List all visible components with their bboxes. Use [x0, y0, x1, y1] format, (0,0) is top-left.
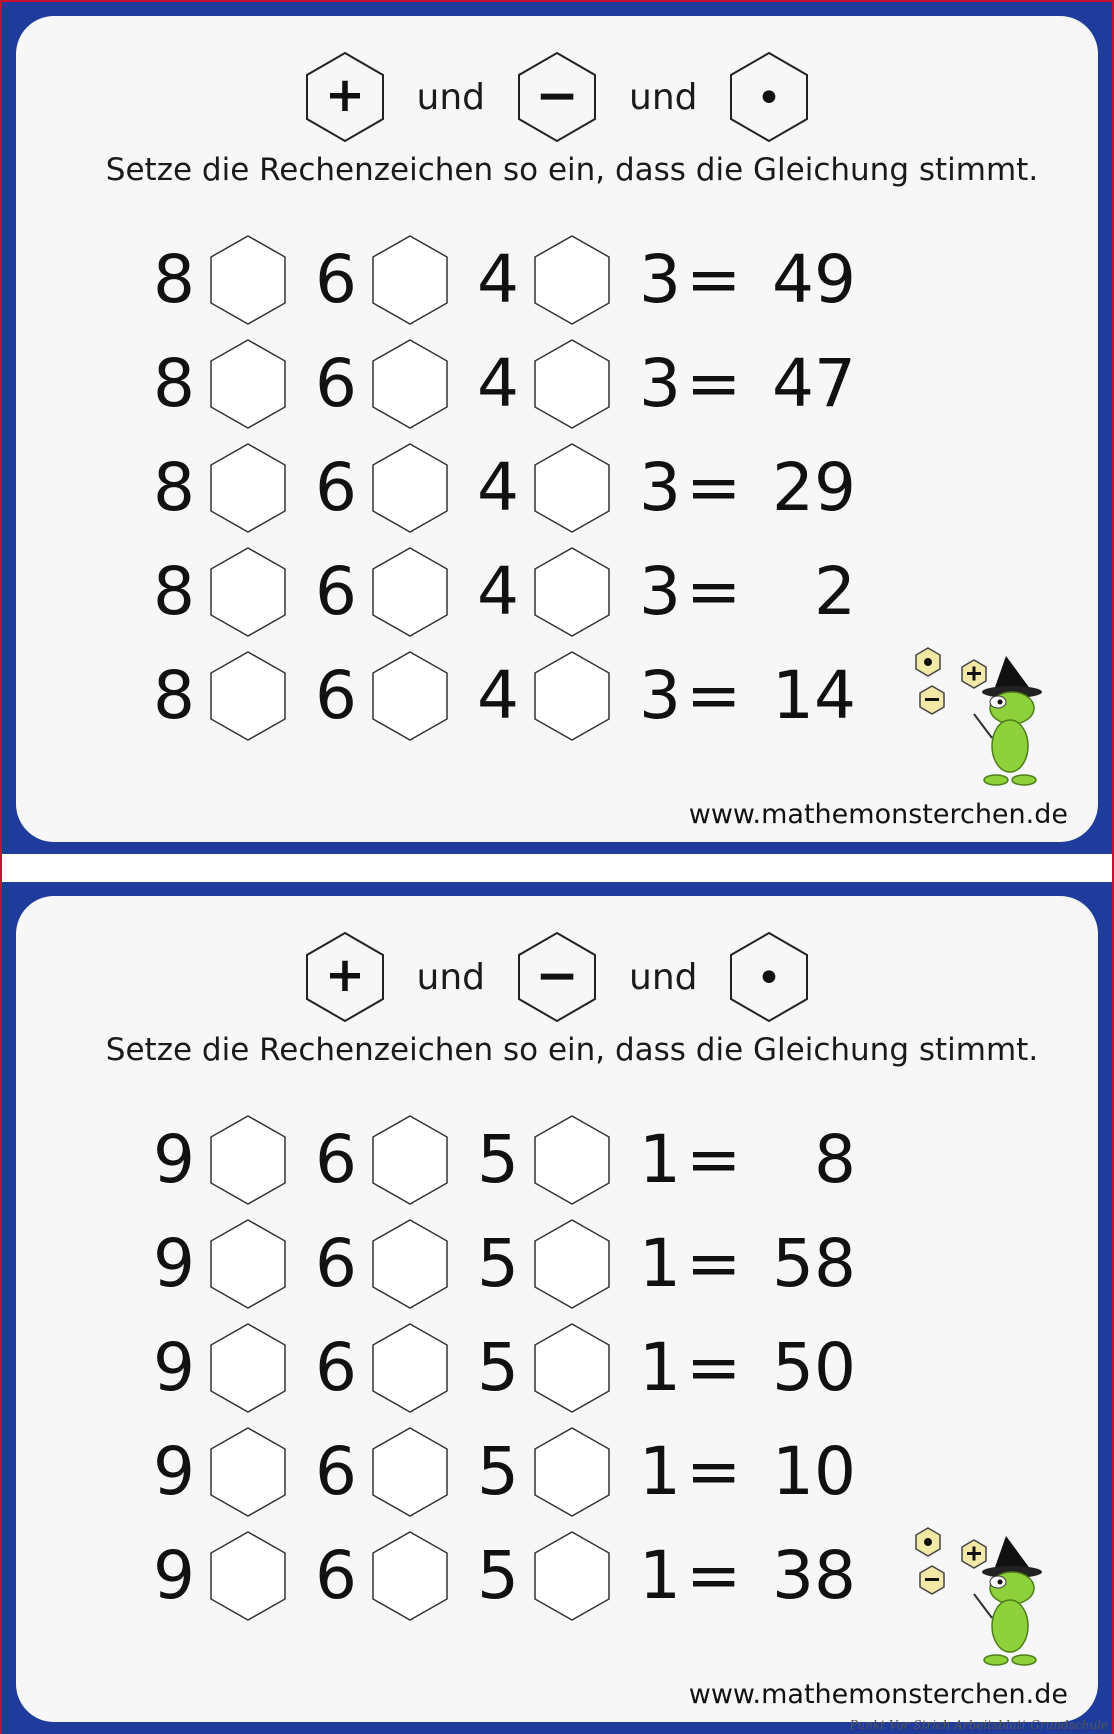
operator-slot-2[interactable] — [370, 1322, 450, 1414]
connector-und: und — [416, 76, 485, 118]
result-value: 8 — [814, 1121, 856, 1198]
operator-slot-1[interactable] — [208, 234, 288, 326]
operator-slot-1[interactable] — [208, 1530, 288, 1622]
result-value: 2 — [814, 553, 856, 630]
website-url: www.mathemonsterchen.de — [688, 799, 1068, 830]
operator-slot-1[interactable] — [208, 650, 288, 742]
operator-badge-dot-icon — [916, 1528, 940, 1556]
connector-und: und — [629, 76, 698, 118]
operand-1: 8 — [153, 241, 195, 318]
operator-slot-2[interactable] — [370, 650, 450, 742]
operand-2: 6 — [315, 1433, 357, 1510]
equals-sign: = — [686, 1121, 742, 1198]
worksheet-card — [16, 16, 1098, 842]
monster-mascot-icon — [906, 1526, 1056, 1676]
operand-4: 1 — [639, 1121, 681, 1198]
operand-4: 3 — [639, 449, 681, 526]
operator-badge-minus-icon — [920, 686, 944, 714]
operand-3: 4 — [477, 657, 519, 734]
operator-badge-plus-icon — [962, 660, 986, 688]
equation-row — [16, 436, 1098, 540]
operator-slot-2[interactable] — [370, 1530, 450, 1622]
operand-3: 5 — [477, 1121, 519, 1198]
equals-sign: = — [686, 1329, 742, 1406]
operand-1: 9 — [153, 1225, 195, 1302]
operator-slot-2[interactable] — [370, 442, 450, 534]
operand-1: 9 — [153, 1121, 195, 1198]
equals-sign: = — [686, 241, 742, 318]
worksheet-panel-1 — [2, 2, 1112, 854]
dot-hex-icon — [727, 931, 811, 1023]
operand-2: 6 — [315, 449, 357, 526]
operand-3: 4 — [477, 241, 519, 318]
equation-row — [16, 1212, 1098, 1316]
operator-slot-3[interactable] — [532, 546, 612, 638]
operand-1: 8 — [153, 449, 195, 526]
svg-text:•: • — [756, 73, 783, 124]
svg-text:−: − — [535, 66, 579, 126]
operator-badge-plus-icon — [962, 1540, 986, 1568]
result-value: 47 — [772, 345, 856, 422]
dot-hex-icon — [727, 51, 811, 143]
result-value: 29 — [772, 449, 856, 526]
operand-2: 6 — [315, 345, 357, 422]
operand-1: 8 — [153, 657, 195, 734]
result-value: 14 — [772, 657, 856, 734]
operator-slot-1[interactable] — [208, 1114, 288, 1206]
operand-4: 3 — [639, 345, 681, 422]
connector-und: und — [416, 956, 485, 998]
operator-slot-3[interactable] — [532, 650, 612, 742]
operand-2: 6 — [315, 657, 357, 734]
operator-badge-minus-icon — [920, 1566, 944, 1594]
equation-row — [16, 1108, 1098, 1212]
plus-hex-icon — [303, 51, 387, 143]
plus-hex-icon — [303, 931, 387, 1023]
operand-3: 5 — [477, 1225, 519, 1302]
monster-mascot-icon — [906, 646, 1056, 796]
operand-2: 6 — [315, 241, 357, 318]
operand-3: 4 — [477, 553, 519, 630]
equals-sign: = — [686, 449, 742, 526]
operator-slot-1[interactable] — [208, 1218, 288, 1310]
operand-3: 4 — [477, 449, 519, 526]
svg-text:+: + — [324, 947, 365, 1003]
equals-sign: = — [686, 345, 742, 422]
svg-text:−: − — [535, 946, 579, 1006]
operand-4: 1 — [639, 1329, 681, 1406]
operator-legend — [16, 52, 1098, 142]
equals-sign: = — [686, 553, 742, 630]
operator-slot-2[interactable] — [370, 1218, 450, 1310]
svg-text:+: + — [324, 67, 365, 123]
operand-4: 3 — [639, 241, 681, 318]
worksheet-panel-2 — [2, 882, 1112, 1734]
operand-3: 4 — [477, 345, 519, 422]
equation-row — [16, 540, 1098, 644]
operator-slot-3[interactable] — [532, 1426, 612, 1518]
result-value: 10 — [772, 1433, 856, 1510]
connector-und: und — [629, 956, 698, 998]
operand-4: 1 — [639, 1433, 681, 1510]
operator-badge-dot-icon — [916, 648, 940, 676]
equation-row — [16, 332, 1098, 436]
instruction-text: Setze die Rechenzeichen so ein, dass die Gleichung stimmt. — [105, 1032, 1039, 1068]
operator-slot-2[interactable] — [370, 1114, 450, 1206]
instruction-text: Setze die Rechenzeichen so ein, dass die Gleichung stimmt. — [105, 152, 1039, 188]
operator-slot-1[interactable] — [208, 1322, 288, 1414]
operand-2: 6 — [315, 1225, 357, 1302]
operand-4: 3 — [639, 657, 681, 734]
operator-slot-2[interactable] — [370, 546, 450, 638]
operator-slot-2[interactable] — [370, 338, 450, 430]
operand-1: 9 — [153, 1537, 195, 1614]
operator-legend — [16, 932, 1098, 1022]
operand-3: 5 — [477, 1433, 519, 1510]
equals-sign: = — [686, 657, 742, 734]
operand-2: 6 — [315, 1537, 357, 1614]
operator-slot-3[interactable] — [532, 338, 612, 430]
operand-2: 6 — [315, 1121, 357, 1198]
operator-slot-3[interactable] — [532, 1322, 612, 1414]
operand-1: 9 — [153, 1433, 195, 1510]
minus-hex-icon — [515, 931, 599, 1023]
equals-sign: = — [686, 1537, 742, 1614]
equals-sign: = — [686, 1433, 742, 1510]
worksheet-card — [16, 896, 1098, 1722]
operand-4: 1 — [639, 1537, 681, 1614]
equals-sign: = — [686, 1225, 742, 1302]
operator-slot-3[interactable] — [532, 234, 612, 326]
website-url: www.mathemonsterchen.de — [688, 1679, 1068, 1710]
result-value: 49 — [772, 241, 856, 318]
operand-1: 9 — [153, 1329, 195, 1406]
operator-slot-2[interactable] — [370, 234, 450, 326]
result-value: 58 — [772, 1225, 856, 1302]
equation-row — [16, 1420, 1098, 1524]
operator-slot-1[interactable] — [208, 546, 288, 638]
operator-slot-3[interactable] — [532, 1530, 612, 1622]
result-value: 50 — [772, 1329, 856, 1406]
operand-3: 5 — [477, 1537, 519, 1614]
operand-1: 8 — [153, 345, 195, 422]
operand-3: 5 — [477, 1329, 519, 1406]
operator-slot-3[interactable] — [532, 442, 612, 534]
operator-slot-1[interactable] — [208, 338, 288, 430]
equation-row — [16, 1316, 1098, 1420]
operand-2: 6 — [315, 553, 357, 630]
minus-hex-icon — [515, 51, 599, 143]
operator-slot-3[interactable] — [532, 1114, 612, 1206]
operator-slot-3[interactable] — [532, 1218, 612, 1310]
operand-4: 1 — [639, 1225, 681, 1302]
operand-2: 6 — [315, 1329, 357, 1406]
operand-1: 8 — [153, 553, 195, 630]
watermark-text: Punkt Vor Strich Arbeitsblatt Grundschule — [849, 1718, 1108, 1732]
equation-row — [16, 228, 1098, 332]
operand-4: 3 — [639, 553, 681, 630]
svg-text:•: • — [756, 953, 783, 1004]
operator-slot-1[interactable] — [208, 1426, 288, 1518]
result-value: 38 — [772, 1537, 856, 1614]
operator-slot-2[interactable] — [370, 1426, 450, 1518]
operator-slot-1[interactable] — [208, 442, 288, 534]
